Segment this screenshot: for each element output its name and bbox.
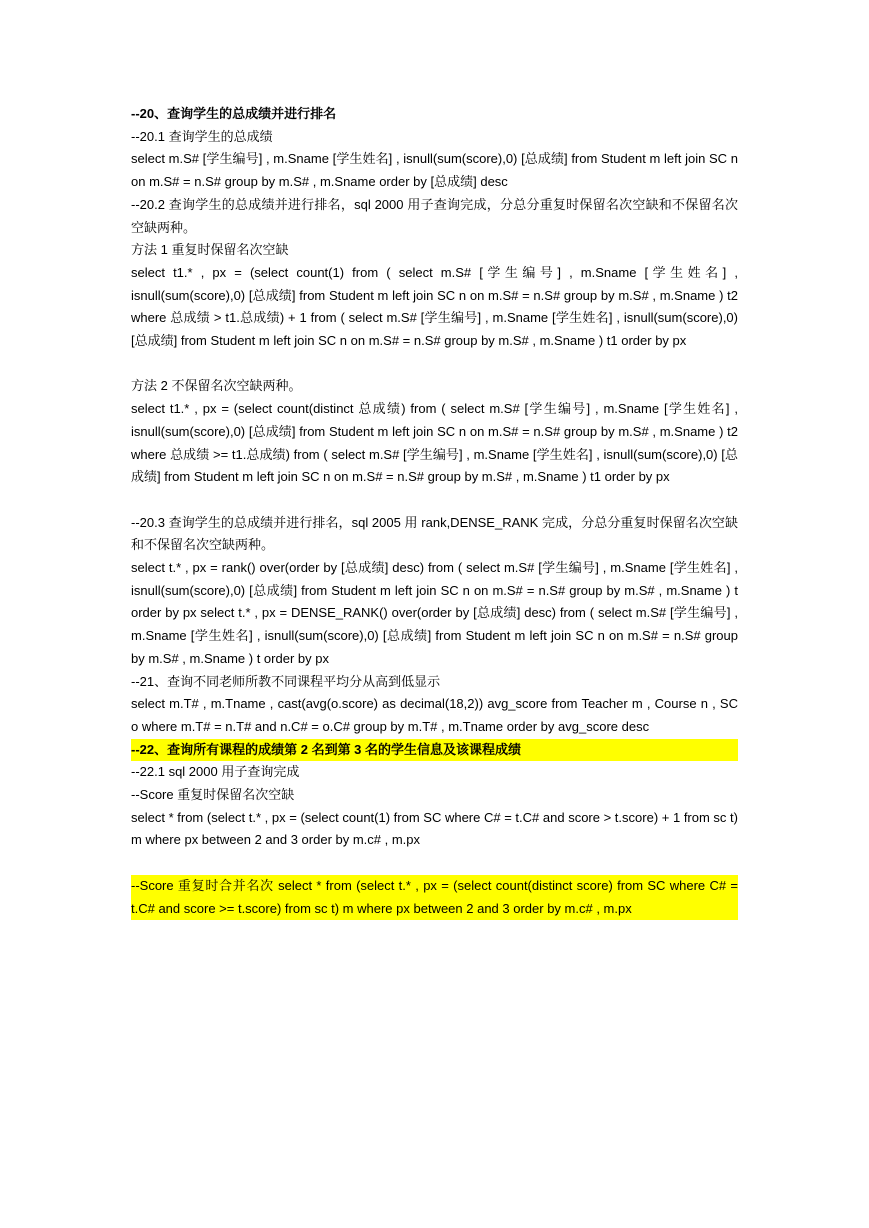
section-20-3-sql: select t.* , px = rank() over(order by [总成绩] desc) from ( select m.S# [学生编号] , m.Sname [学生姓名] , isnull(sum(score),0) [总成绩] from Student m left join SC n on m.S# = n.S# group by m.S# , m.Sname ) t order by px select t.* , px = DENSE_RANK() over(order by [总成绩] desc) from ( select m.S# [学生编号] , m.Sname [学生姓名] , isnull(sum(score),0) [总成绩] from Student m left join SC n on m.S# = n.S# group by m.S# , m.Sname ) t order by px [131, 560, 738, 666]
blank-line [131, 852, 738, 875]
blank-line [131, 489, 738, 512]
section-21-sql: select m.T# , m.Tname , cast(avg(o.score) as decimal(18,2)) avg_score from Teacher m , Course n , SC o where m.T# = n.T# and n.C# = o.C# group by m.T# , m.Tname order by avg_score desc [131, 696, 738, 734]
heading-21: --21、查询不同老师所教不同课程平均分从高到低显示 [131, 673, 441, 689]
section-20-2-title: --20.2 查询学生的总成绩并进行排名，sql 2000 用子查询完成，分总分重复时保留名次空缺和不保留名次空缺两种。 [131, 196, 738, 235]
section-22-1-subtitle: --Score 重复时保留名次空缺 [131, 787, 295, 803]
section-22-2-sql: --Score 重复时合并名次 select * from (select t.* , px = (select count(distinct score) from SC where C# = t.C# and score >= t.score) from sc t) m where px between 2 and 3 order by m.c# , m.px [131, 875, 738, 920]
section-20-1-title: --20.1 查询学生的总成绩 [131, 128, 273, 144]
method-2-title: 方法 2 不保留名次空缺两种。 [131, 378, 302, 394]
document-page [131, 103, 738, 920]
method-2-sql: select t1.* , px = (select count(distinct 总成绩) from ( select m.S# [学生编号] , m.Sname [学生姓名] , isnull(sum(score),0) [总成绩] from Student m left join SC n on m.S# = n.S# group by m.S# , m.Sname ) t2 where 总成绩 >= t1.总成绩) from ( select m.S# [学生编号] , m.Sname [学生姓名] , isnull(sum(score),0) [总成绩] from Student m left join SC n on m.S# = n.S# group by m.S# , m.Sname ) t1 order by px [131, 401, 738, 485]
section-22-1-sql: select * from (select t.* , px = (select count(1) from SC where C# = t.C# and score > t.score) + 1 from sc t) m where px between 2 and 3 order by m.c# , m.px [131, 809, 738, 848]
method-1-sql: select t1.* , px = (select count(1) from ( select m.S# [学生编号] , m.Sname [学生姓名] , isnull(sum(score),0) [总成绩] from Student m left join SC n on m.S# = n.S# group by m.S# , m.Sname ) t2 where 总成绩 > t1.总成绩) + 1 from ( select m.S# [学生编号] , m.Sname [学生姓名] , isnull(sum(score),0) [总成绩] from Student m left join SC n on m.S# = n.S# group by m.S# , m.Sname ) t1 order by px [131, 264, 738, 349]
section-20-1-sql: select m.S# [学生编号] , m.Sname [学生姓名] , isnull(sum(score),0) [总成绩] from Student m left join SC n on m.S# = n.S# group by m.S# , m.Sname order by [总成绩] desc [131, 151, 738, 190]
blank-line [131, 353, 738, 376]
heading-20: --20、查询学生的总成绩并进行排名 [131, 106, 337, 121]
method-1-title: 方法 1 重复时保留名次空缺 [131, 242, 289, 258]
section-22-1-title: --22.1 sql 2000 用子查询完成 [131, 764, 300, 780]
section-20-3-title: --20.3 查询学生的总成绩并进行排名，sql 2005 用 rank,DENSE_RANK 完成，分总分重复时保留名次空缺和不保留名次空缺两种。 [131, 514, 738, 553]
heading-22: --22、查询所有课程的成绩第 2 名到第 3 名的学生信息及该课程成绩 [131, 739, 738, 762]
